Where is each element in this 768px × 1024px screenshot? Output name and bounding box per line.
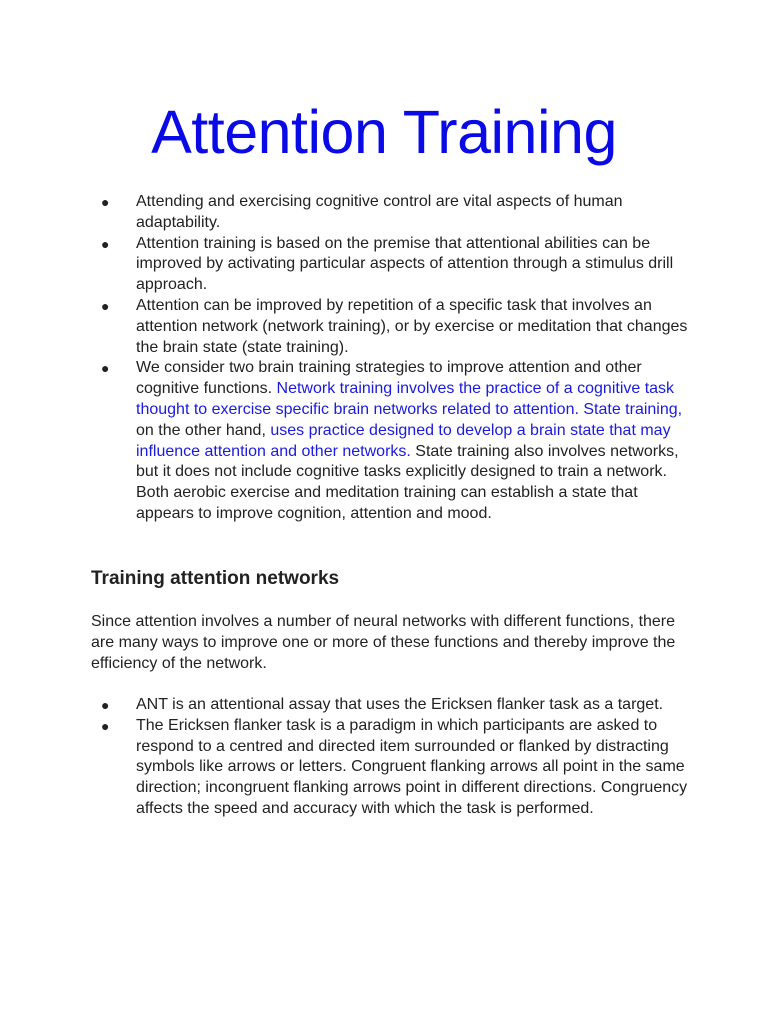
list-item <box>91 296 691 358</box>
list-item-text: Attention can be improved by repetition of a specific task that involves an attention network (network training), or by exercise or meditation that changes the brain state (state training). <box>136 296 688 356</box>
highlighted-text-state-training: State training, <box>578 400 683 418</box>
list-item-text: The Ericksen flanker task is a paradigm in which participants are asked to respond to a centred and directed item surrounded or flanked by distracting symbols like arrows or letters. Congruent flanking arrows all point in the same direction; incongruent flanking arrows point in different directions. Congruency affects the speed and accuracy with which the task is performed. <box>136 716 688 817</box>
list-item-text: ANT is an attentional assay that uses the Ericksen flanker task as a target. <box>136 696 664 713</box>
list-item <box>91 716 691 820</box>
bullet-icon: ● <box>101 717 110 734</box>
list-item-text: Attention training is based on the premise that attentional abilities can be improved by activating particular aspects of attention through a stimulus drill approach. <box>136 234 674 294</box>
bullet-icon: ● <box>101 297 110 314</box>
bullet-icon: ● <box>101 194 110 210</box>
list-item-text-plain: State training also involves networks, but it does not include cognitive tasks explicitly designed to train a network. Both aerobic exercise and meditation training can establish a state that appears to improve cognition, attention and mood. <box>136 442 679 522</box>
list-item <box>91 695 691 716</box>
bullet-icon: ● <box>101 235 110 252</box>
list-item-text-plain: on the other hand, <box>136 421 271 439</box>
bullet-list-intro <box>91 192 691 525</box>
list-item-text-plain: We consider two brain training strategies to improve attention and other cognitive functions. <box>136 359 642 398</box>
bullet-icon: ● <box>101 697 110 713</box>
section-paragraph: Since attention involves a number of neural networks with different functions, there are many ways to improve one or more of these functions and thereby improve the efficiency of the network. <box>91 613 676 672</box>
list-item <box>91 192 691 234</box>
list-item <box>91 358 691 524</box>
bullet-icon: ● <box>101 360 110 377</box>
list-item-text: Attending and exercising cognitive control are vital aspects of human adaptability. <box>136 193 623 231</box>
section-heading: Training attention networks <box>91 568 340 589</box>
list-item <box>91 234 691 296</box>
highlighted-text-brain-state: uses practice designed to develop a brain state that may influence attention and other networks. <box>136 421 671 460</box>
page-title: Attention Training <box>151 98 617 166</box>
highlighted-text-network-training: Network training involves the practice of a cognitive task thought to exercise specific brain networks related to attention. <box>136 380 675 418</box>
bullet-list-ant <box>91 695 691 820</box>
